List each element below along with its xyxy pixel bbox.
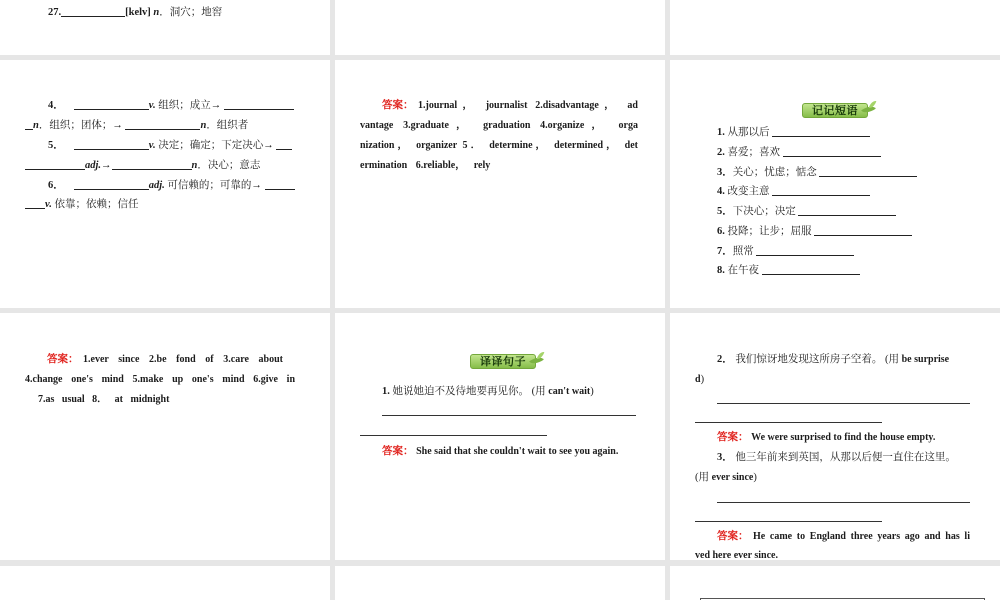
answer-label: 答案：	[382, 100, 414, 111]
slide-thumbnail[interactable]	[335, 313, 665, 560]
hint-open: (用	[695, 472, 709, 483]
answer-blank	[74, 139, 149, 150]
part-of-speech: adj.	[148, 180, 165, 191]
answer-line	[360, 435, 547, 436]
meaning: ．组织者	[206, 120, 249, 131]
answer-text: ved here ever since.	[695, 550, 778, 560]
item-number: 2．	[717, 354, 733, 365]
answer-row	[382, 445, 618, 459]
answer-line	[717, 403, 970, 404]
vocab-line	[25, 198, 139, 212]
part-of-speech: adj.	[85, 160, 102, 171]
answer-blank	[783, 146, 881, 157]
hint-close: )	[590, 386, 594, 397]
answer-label: 答案：	[717, 432, 749, 443]
answer-blank	[762, 264, 860, 275]
part-of-speech: n	[191, 160, 198, 171]
meaning: 决定；确定；下定决心→	[158, 140, 274, 151]
phrase-meaning: 从那以后	[727, 127, 770, 138]
answer-line	[717, 502, 970, 503]
meaning: ．决心；意志	[197, 160, 261, 171]
answer-text: We were surprised to find the house empty.	[751, 432, 936, 443]
answer-blank	[61, 6, 125, 17]
answer-blank	[224, 99, 294, 110]
answer-blank	[772, 185, 870, 196]
answer-blank	[798, 205, 896, 216]
item-number: 3．	[717, 167, 733, 178]
phrase-item	[717, 126, 870, 140]
slide-thumbnail[interactable]	[0, 313, 330, 560]
part-of-speech: n	[33, 120, 39, 131]
answer-label: 答案：	[382, 446, 414, 457]
vocab-line	[25, 159, 260, 173]
answer-blank	[814, 225, 912, 236]
answer-blank	[74, 99, 149, 110]
answer-blank	[819, 166, 917, 177]
part-of-speech: n	[153, 7, 160, 18]
phrase-item	[717, 146, 881, 160]
vocab-line	[48, 99, 294, 113]
prompt-text: 她说她迫不及待地要再见你。 (用	[392, 386, 546, 397]
slide-thumbnail[interactable]	[670, 60, 1000, 308]
answer-blank	[756, 245, 854, 256]
translation-prompt-cont	[695, 471, 757, 485]
phrase-meaning: 关心；忧虑；惦念	[732, 167, 817, 178]
phrase-item	[717, 245, 854, 259]
answer-text: nization， organizer 5． determine， determined， det	[360, 140, 638, 151]
part-of-speech: v.	[148, 100, 156, 111]
item-number: 27.	[48, 7, 62, 18]
phrase-meaning: 照常	[732, 246, 754, 257]
phrase-meaning: 投降；让步；屈服	[727, 226, 812, 237]
arrow: →	[101, 160, 112, 171]
meaning: ．洞穴；地窖	[159, 7, 223, 18]
vocab-line	[25, 119, 248, 133]
slide-thumbnail[interactable]	[335, 0, 665, 55]
item-number: 4．	[48, 100, 64, 111]
answer-label: 答案：	[47, 354, 79, 365]
slide-thumbnail[interactable]	[670, 0, 1000, 55]
answer-blank	[772, 126, 870, 137]
slide-thumbnail[interactable]	[0, 60, 330, 308]
item-number: 6.	[717, 226, 725, 237]
item-number: 1.	[717, 127, 725, 138]
translation-prompt-cont	[695, 373, 704, 387]
translation-prompt	[717, 353, 949, 367]
slide-thumbnail[interactable]	[670, 313, 1000, 560]
answer-text: He came to England three years ago and has li	[753, 531, 970, 542]
vocab-line	[48, 139, 292, 153]
meaning: 依靠；依赖；信任	[54, 199, 139, 210]
phrase-item	[717, 205, 896, 219]
slide-thumbnail[interactable]	[0, 0, 330, 55]
meaning: 可信赖的；可靠的→	[167, 180, 262, 191]
phrase-meaning: 喜爱；喜欢	[727, 147, 780, 158]
prompt-text: 他三年前来到英国，从那以后便一直住在这里。	[735, 452, 956, 463]
hint-phrase: can't wait	[548, 386, 591, 397]
answer-blank	[25, 198, 45, 209]
vocab-item-27	[48, 6, 222, 20]
phrase-item	[717, 166, 917, 180]
answer-blank	[265, 179, 295, 190]
slide-thumbnail[interactable]	[0, 566, 330, 600]
answer-blank	[112, 159, 192, 170]
slide-thumbnail[interactable]	[335, 60, 665, 308]
item-number: 5．	[717, 206, 733, 217]
answer-blank	[74, 179, 149, 190]
part-of-speech: v.	[148, 140, 156, 151]
section-badge: 译译句子	[470, 354, 536, 369]
part-of-speech: v.	[45, 199, 52, 210]
meaning: 组织；成立→	[158, 100, 222, 111]
item-number: 4.	[717, 186, 725, 197]
answer-blank	[125, 119, 200, 130]
translation-prompt	[717, 451, 956, 465]
slide-thumbnail[interactable]	[670, 566, 1000, 600]
answer-line	[382, 415, 636, 416]
item-number: 5．	[48, 140, 64, 151]
item-number: 2.	[717, 147, 725, 158]
section-badge: 记记短语	[802, 103, 868, 118]
answer-blank	[25, 159, 85, 170]
hint-phrase: be surprise	[901, 354, 950, 365]
answer-blank	[25, 119, 33, 130]
part-of-speech: n	[200, 120, 207, 131]
phrase-meaning: 在午夜	[727, 265, 759, 276]
phrase-item	[717, 185, 870, 199]
translation-prompt	[382, 385, 594, 399]
hint-phrase: d	[695, 374, 701, 385]
answer-line	[695, 422, 882, 423]
item-number: 7．	[717, 246, 733, 257]
answer-row	[717, 431, 935, 445]
answer-text: vantage 3.graduate， graduation 4.organize， orga	[360, 120, 638, 131]
hint-close: )	[753, 472, 757, 483]
prompt-text: 我们惊讶地发现这所房子空着。 (用	[735, 354, 899, 365]
slide-thumbnail[interactable]	[335, 566, 665, 600]
item-number: 1.	[382, 386, 390, 397]
item-number: 6．	[48, 180, 64, 191]
answer-text: 1.ever since 2.be fond of 3.care about	[83, 354, 283, 365]
item-number: 3．	[717, 452, 733, 463]
answer-label: 答案：	[717, 531, 749, 542]
item-number: 8.	[717, 265, 725, 276]
answer-text: 4.change one's mind 5.make up one's mind 6.give in	[25, 374, 295, 385]
answer-text: ermination 6.reliable， rely	[360, 160, 491, 171]
meaning: ．组织；团体；→	[38, 120, 123, 131]
phrase-item	[717, 225, 912, 239]
vocab-line	[48, 179, 295, 193]
phrase-meaning: 下决心；决定	[732, 206, 796, 217]
hint-close: )	[700, 374, 705, 385]
phonetic: [kelv]	[125, 7, 151, 18]
hint-phrase: ever since	[711, 472, 754, 483]
phrase-item	[717, 264, 860, 278]
answer-text: She said that she couldn't wait to see you again.	[416, 446, 619, 457]
answer-text: 7.as usual 8． at midnight	[38, 394, 170, 405]
answer-blank	[276, 139, 292, 150]
answer-line	[695, 521, 882, 522]
answer-text: 1.journal， journalist 2.disadvantage， ad	[418, 100, 638, 111]
phrase-meaning: 改变主意	[727, 186, 770, 197]
